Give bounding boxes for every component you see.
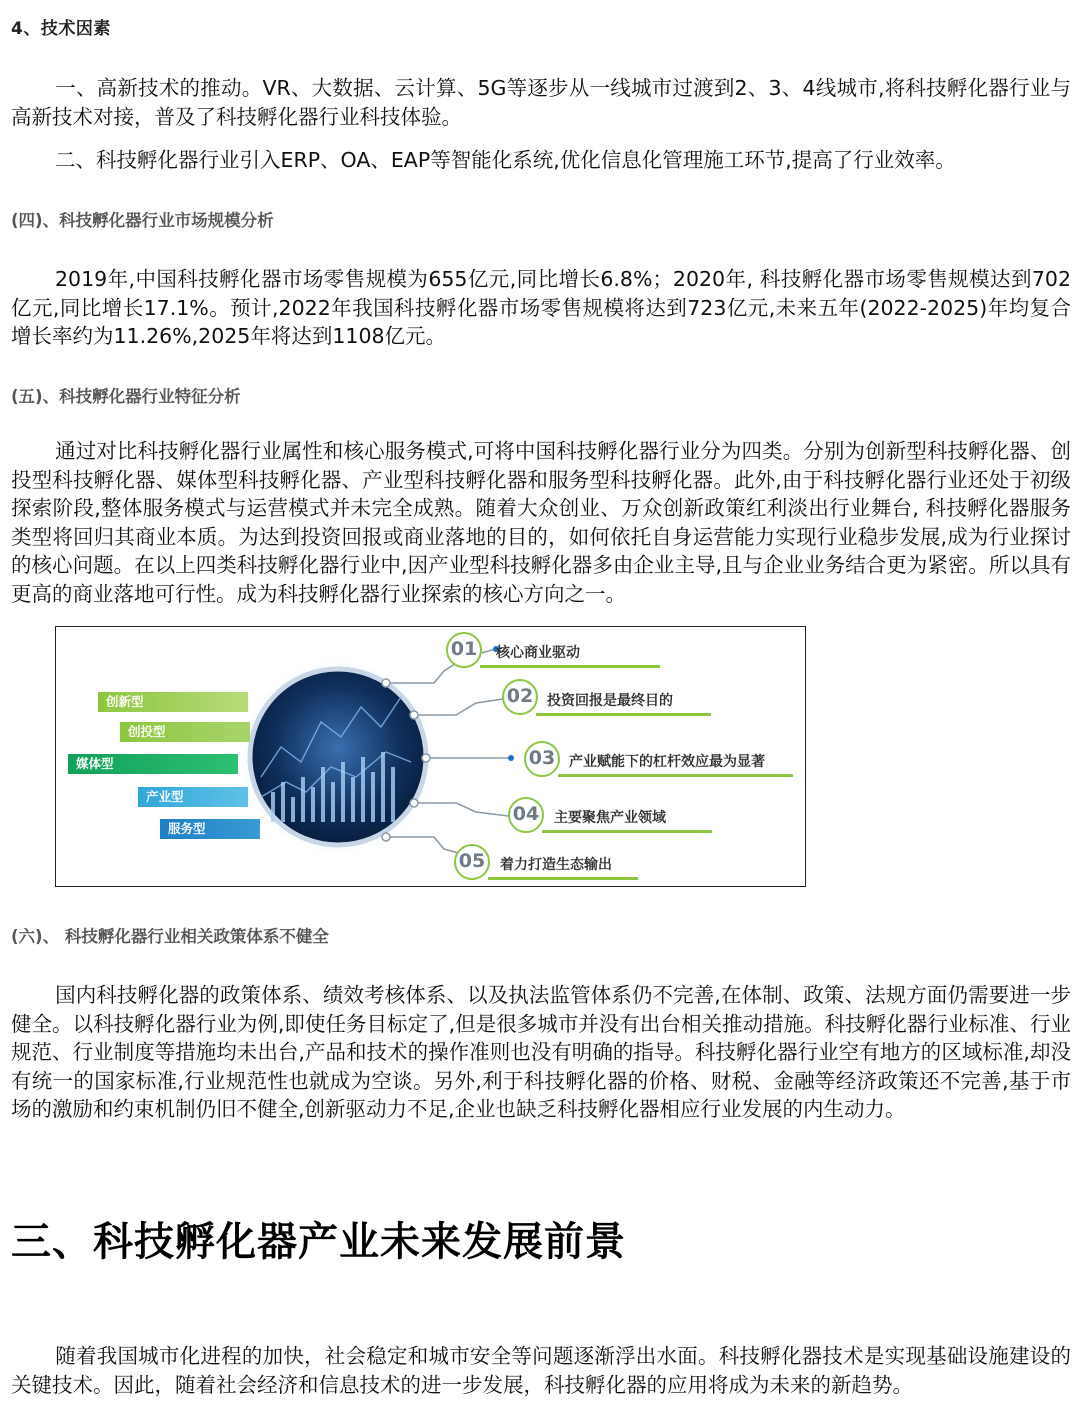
type-bar-venture: 创投型 xyxy=(120,722,250,742)
section-heading-policy: (六)、 科技孵化器行业相关政策体系不健全 xyxy=(11,927,329,946)
figure-leader-dots xyxy=(458,646,519,863)
paragraph-future: 随着我国城市化进程的加快，社会稳定和城市安全等问题逐渐浮出水面。科技孵化器技术是实现基础设施建设的关键技术。因此，随着社会经济和信息技术的进一步发展，科技孵化器的应用将成为未来的新趋势。 xyxy=(11,1344,1071,1397)
item-underline-02 xyxy=(536,713,711,716)
item-number-04: 04 xyxy=(508,797,544,833)
item-number-05: 05 xyxy=(454,844,490,880)
incubator-types-figure xyxy=(55,626,806,887)
chapter-heading: 三、科技孵化器产业未来发展前景 xyxy=(11,1219,626,1265)
paragraph-tech-1: 一、高新技术的推动。VR、大数据、云计算、5G等逐步从一线城市过渡到2、3、4线城市,将科技孵化器行业与高新技术对接，普及了科技孵化器行业科技体验。 xyxy=(11,76,1071,129)
paragraph-tech-2: 二、科技孵化器行业引入ERP、OA、EAP等智能化系统,优化信息化管理施工环节,提高了行业效率。 xyxy=(55,148,956,172)
paragraph-policy: 国内科技孵化器的政策体系、绩效考核体系、以及执法监管体系仍不完善,在体制、政策、法规方面仍需要进一步健全。以科技孵化器行业为例,即使任务目标定了,但是很多城市并没有出台相关推动措施。科技孵化器行业标准、行业规范、行业制度等措施均未出台,产品和技术的操作准则也没有明确的指导。科技孵化器行业空有地方的区域标准,却没有统一的国家标准,行业规范性也就成为空谈。另外,利于科技孵化器的价格、财税、金融等经济政策还不完善,基于市场的激励和约束机制仍旧不健全,创新驱动力不足,企业也缺乏科技孵化器相应行业发展的内生动力。 xyxy=(11,983,1071,1122)
section-heading-tech: 4、技术因素 xyxy=(11,19,111,39)
item-number-02: 02 xyxy=(502,679,538,715)
type-bar-service: 服务型 xyxy=(160,819,260,839)
type-bar-media: 媒体型 xyxy=(68,754,238,774)
item-text-04: 主要聚焦产业领域 xyxy=(554,810,666,826)
item-underline-01 xyxy=(480,665,660,668)
item-text-01: 核心商业驱动 xyxy=(496,645,580,661)
item-underline-04 xyxy=(542,830,712,833)
type-bar-innovation: 创新型 xyxy=(98,692,248,712)
item-text-05: 着力打造生态输出 xyxy=(500,857,612,873)
type-bar-industry: 产业型 xyxy=(138,787,248,807)
paragraph-feature: 通过对比科技孵化器行业属性和核心服务模式,可将中国科技孵化器行业分为四类。分别为创新型科技孵化器、创投型科技孵化器、媒体型科技孵化器、产业型科技孵化器和服务型科技孵化器。此外,由于科技孵化器行业还处于初级探索阶段,整体服务模式与运营模式并未完全成熟。随着大众创业、万众创新政策红利淡出行业舞台, 科技孵化器服务类型将回归其商业本质。为达到投资回报或商业落地的目的，如何依托自身运营能力实现行业稳步发展,成为行业探讨的核心问题。在以上四类科技孵化器行业中,因产业型科技孵化器多由企业主导,且与企业业务结合更为紧密。所以具有更高的商业落地可行性。成为科技孵化器行业探索的核心方向之一。 xyxy=(11,439,1071,606)
paragraph-market: 2019年,中国科技孵化器市场零售规模为655亿元,同比增长6.8%；2020年, 科技孵化器市场零售规模达到702亿元,同比增长17.1%。预计,2022年我国科技孵化器市场零售规模将达到723亿元,未来五年(2022-2025)年均复合增长率约为11.26%,2025年将达到1108亿元。 xyxy=(11,267,1071,349)
section-heading-market: (四)、科技孵化器行业市场规模分析 xyxy=(11,211,274,230)
item-underline-03 xyxy=(558,774,793,777)
item-text-02: 投资回报是最终目的 xyxy=(547,693,673,709)
item-number-03: 03 xyxy=(524,741,560,777)
item-number-01: 01 xyxy=(446,632,482,668)
item-text-03: 产业赋能下的杠杆效应最为显著 xyxy=(569,754,765,770)
item-underline-05 xyxy=(488,877,638,880)
section-heading-feature: (五)、科技孵化器行业特征分析 xyxy=(11,387,241,406)
